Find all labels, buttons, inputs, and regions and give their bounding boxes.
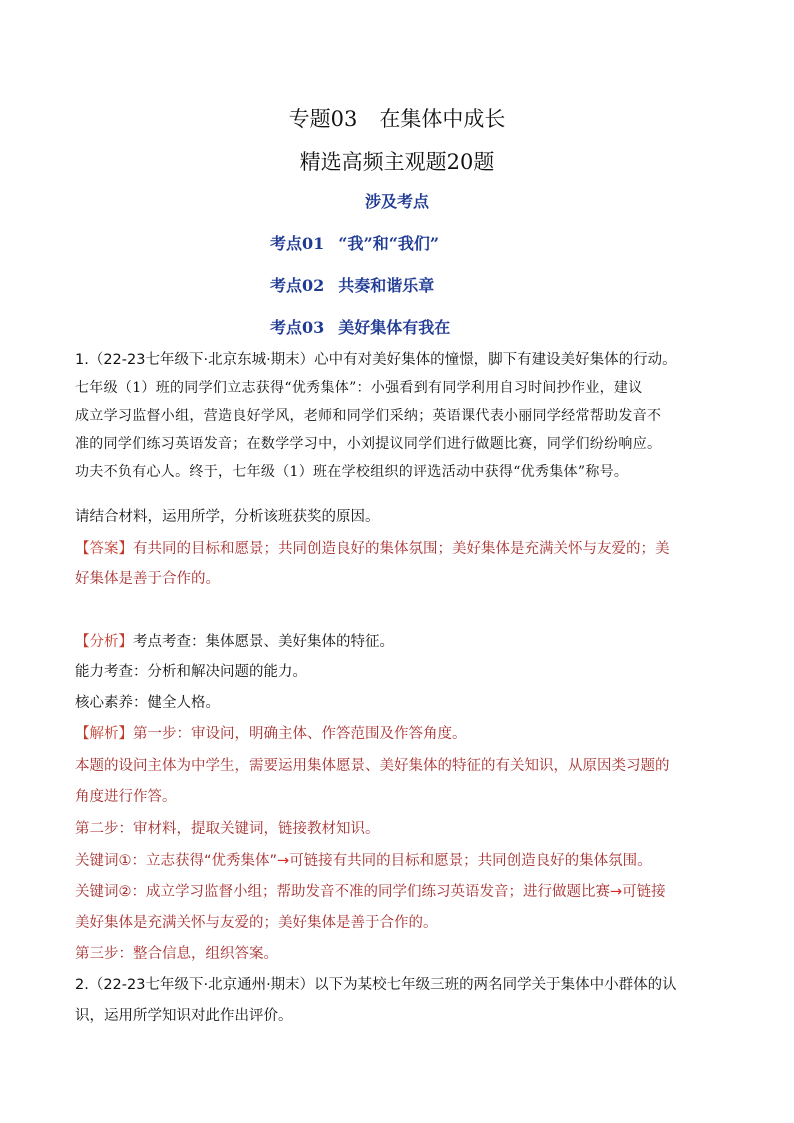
answer-label: 【答案】 bbox=[75, 541, 133, 557]
arrow-right-icon: → bbox=[610, 884, 623, 900]
q1-question: 请结合材料，运用所学，分析该班获奖的原因。 bbox=[75, 509, 380, 525]
q1-analysis: 【分析】考点考查：集体愿景、美好集体的特征。 bbox=[75, 634, 394, 650]
q1-step2: 第二步：审材料，提取关键词，链接教材知识。 bbox=[75, 821, 380, 837]
document-title-line2: 精选高频主观题20题 bbox=[299, 150, 495, 174]
q1-step1-desc: 本题的设问主体为中学生，需要运用集体愿景、美好集体的特征的有关知识，从原因类习题的 bbox=[75, 758, 670, 774]
q1-jiexi: 【解析】第一步：审设问，明确主体、作答范围及作答角度。 bbox=[75, 726, 467, 742]
jiexi-label: 【解析】 bbox=[75, 726, 133, 742]
q1-answer-cont: 好集体是善于合作的。 bbox=[75, 571, 220, 587]
kaodian-item-01: 考点01 “我”和“我们” bbox=[270, 234, 440, 253]
q1-keyword-1: 关键词①：立志获得“优秀集体”→可链接有共同的目标和愿景；共同创造良好的集体氛围。 bbox=[75, 853, 652, 869]
q1-material-line: 功夫不负有心人。终于，七年级（1）班在学校组织的评选活动中获得“优秀集体”称号。 bbox=[75, 464, 629, 480]
q1-stem: 1.（22-23七年级下·北京东城·期末）心中有对美好集体的憧憬，脚下有建设美好集体的行动。 bbox=[75, 352, 677, 368]
q2-stem-cont: 识，运用所学知识对此作出评价。 bbox=[75, 1008, 293, 1024]
kaodian-item-02: 考点02 共奏和谐乐章 bbox=[270, 276, 435, 295]
q1-literacy: 核心素养：健全人格。 bbox=[75, 695, 220, 711]
kaodian-item-03: 考点03 美好集体有我在 bbox=[270, 318, 451, 337]
q1-material-line: 准的同学们练习英语发音；在数学学习中，小刘提议同学们进行做题比赛，同学们纷纷响应。 bbox=[75, 436, 662, 452]
section-subtitle: 涉及考点 bbox=[364, 192, 429, 211]
q1-step3: 第三步：整合信息，组织答案。 bbox=[75, 946, 278, 962]
q1-ability: 能力考查：分析和解决问题的能力。 bbox=[75, 664, 307, 680]
q1-step1-desc-cont: 角度进行作答。 bbox=[75, 789, 177, 805]
q1-material-line: 七年级（1）班的同学们立志获得“优秀集体”：小强看到有同学利用自习时间抄作业，建议 bbox=[75, 380, 643, 396]
q2-stem: 2.（22-23七年级下·北京通州·期末）以下为某校七年级三班的两名同学关于集体中小群体的认 bbox=[75, 977, 677, 993]
arrow-right-icon: → bbox=[277, 853, 290, 869]
q1-answer: 【答案】有共同的目标和愿景；共同创造良好的集体氛围；美好集体是充满关怀与友爱的；美 bbox=[75, 541, 670, 557]
q1-keyword-2: 关键词②：成立学习监督小组；帮助发音不准的同学们练习英语发音；进行做题比赛→可链接 bbox=[75, 884, 666, 900]
q1-keyword-2-cont: 美好集体是充满关怀与友爱的；美好集体是善于合作的。 bbox=[75, 915, 438, 931]
document-title-line1: 专题03 在集体中成长 bbox=[288, 107, 506, 131]
analysis-label: 【分析】 bbox=[75, 634, 133, 650]
q1-material-line: 成立学习监督小组，营造良好学风，老师和同学们采纳；英语课代表小丽同学经常帮助发音不 bbox=[75, 408, 662, 424]
